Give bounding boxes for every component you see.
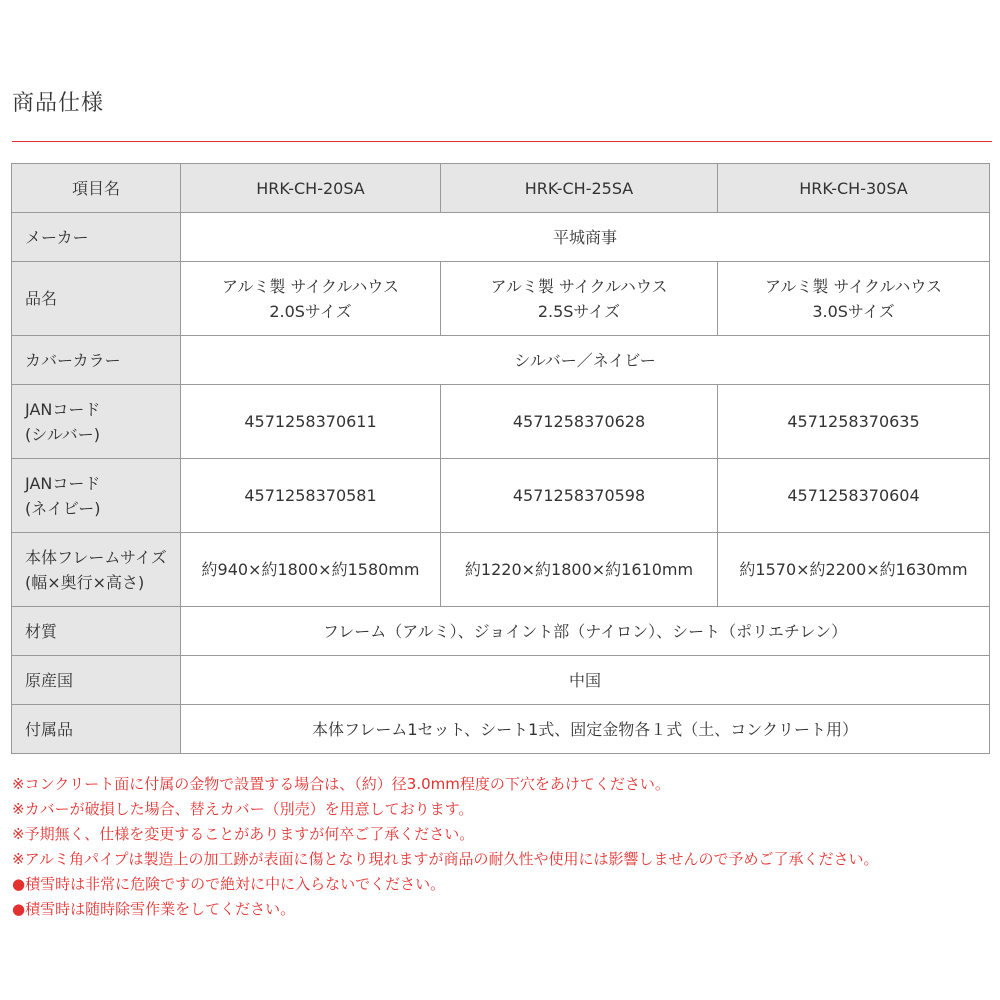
cover-color-value: シルバー／ネイビー xyxy=(181,336,990,385)
product-name-30sa: アルミ製 サイクルハウス 3.0Sサイズ xyxy=(718,262,990,336)
jan-silver-20sa: 4571258370611 xyxy=(181,385,441,459)
jan-navy-25sa: 4571258370598 xyxy=(441,459,718,533)
note-item: ※アルミ角パイプは製造上の加工跡が表面に傷となり現れますが商品の耐久性や使用には影響しませんので予めご了承ください。 xyxy=(12,850,879,868)
notes-list xyxy=(12,772,879,922)
note-item: ※予期無く、仕様を変更することがありますが何卒ご了承ください。 xyxy=(12,825,475,843)
origin-value: 中国 xyxy=(181,656,990,705)
note-item: ●積雪時は非常に危険ですので絶対に中に入らないでください。 xyxy=(12,875,446,893)
frame-size-20sa: 約940×約1800×約1580mm xyxy=(181,533,441,607)
table-row-maker xyxy=(12,213,990,262)
table-header-row xyxy=(12,164,990,213)
accessories-value: 本体フレーム1セット、シート1式、固定金物各１式（土、コンクリート用） xyxy=(181,705,990,754)
table-row-accessories xyxy=(12,705,990,754)
row-label-cover-color: カバーカラー xyxy=(12,336,181,385)
jan-silver-25sa: 4571258370628 xyxy=(441,385,718,459)
table-row-origin xyxy=(12,656,990,705)
table-row-material xyxy=(12,607,990,656)
row-label-jan-navy: JANコード (ネイビー) xyxy=(12,459,181,533)
row-label-frame-size: 本体フレームサイズ (幅×奥行×高さ) xyxy=(12,533,181,607)
material-value: フレーム（アルミ）、ジョイント部（ナイロン）、シート（ポリエチレン） xyxy=(181,607,990,656)
product-name-25sa: アルミ製 サイクルハウス 2.5Sサイズ xyxy=(441,262,718,336)
product-name-20sa: アルミ製 サイクルハウス 2.0Sサイズ xyxy=(181,262,441,336)
title-divider xyxy=(12,141,992,142)
table-row-product-name xyxy=(12,262,990,336)
model-header-30sa: HRK-CH-30SA xyxy=(718,164,990,213)
corner-label: 項目名 xyxy=(12,164,181,213)
table-row-jan-silver xyxy=(12,385,990,459)
table-row-jan-navy xyxy=(12,459,990,533)
row-label-maker: メーカー xyxy=(12,213,181,262)
model-header-20sa: HRK-CH-20SA xyxy=(181,164,441,213)
row-label-accessories: 付属品 xyxy=(12,705,181,754)
row-label-jan-silver: JANコード (シルバー) xyxy=(12,385,181,459)
row-label-origin: 原産国 xyxy=(12,656,181,705)
row-label-material: 材質 xyxy=(12,607,181,656)
note-item: ●積雪時は随時除雪作業をしてください。 xyxy=(12,900,296,918)
note-item: ※カバーが破損した場合、替えカバー（別売）を用意しております。 xyxy=(12,800,474,818)
table-row-frame-size xyxy=(12,533,990,607)
jan-navy-30sa: 4571258370604 xyxy=(718,459,990,533)
maker-value: 平城商事 xyxy=(181,213,990,262)
row-label-product-name: 品名 xyxy=(12,262,181,336)
page-title: 商品仕様 xyxy=(12,91,105,116)
frame-size-25sa: 約1220×約1800×約1610mm xyxy=(441,533,718,607)
note-item: ※コンクリート面に付属の金物で設置する場合は、（約）径3.0mm程度の下穴をあけてください。 xyxy=(12,775,670,793)
jan-silver-30sa: 4571258370635 xyxy=(718,385,990,459)
table-row-cover-color xyxy=(12,336,990,385)
model-header-25sa: HRK-CH-25SA xyxy=(441,164,718,213)
frame-size-30sa: 約1570×約2200×約1630mm xyxy=(718,533,990,607)
jan-navy-20sa: 4571258370581 xyxy=(181,459,441,533)
spec-table xyxy=(11,163,990,754)
